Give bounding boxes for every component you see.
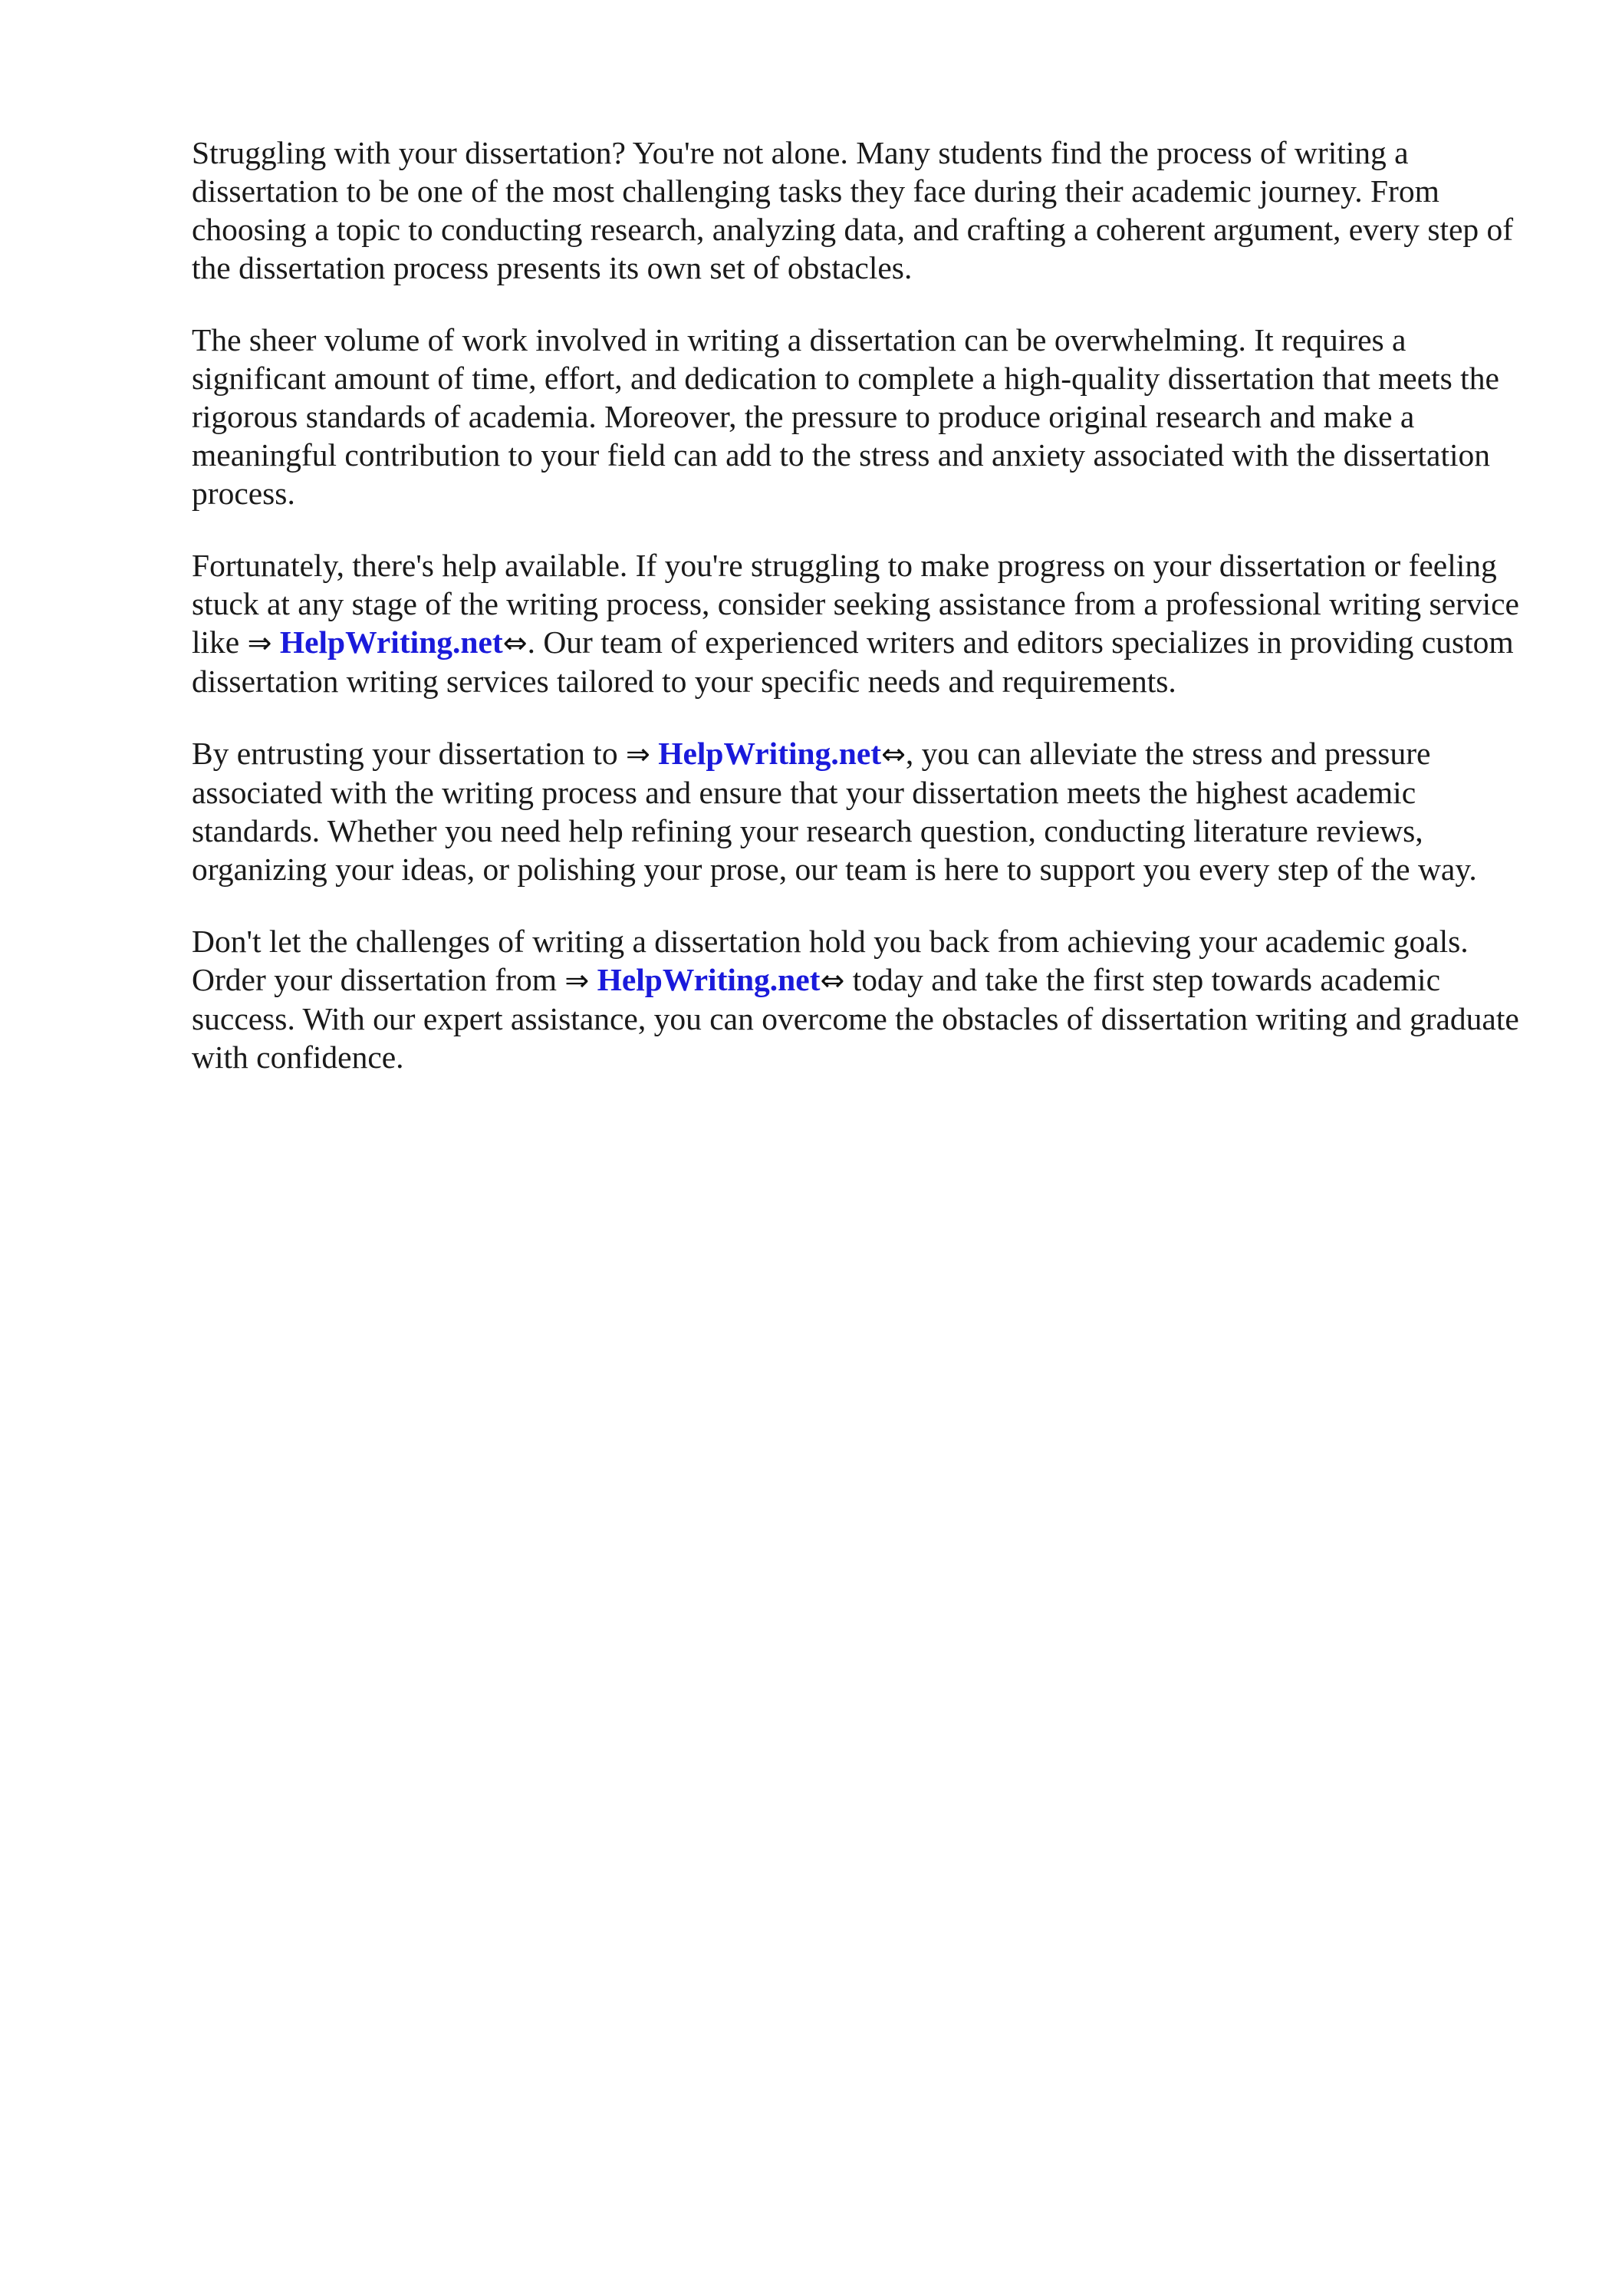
paragraph-intro: Struggling with your dissertation? You're not alone. Many students find the process of writing a dissertation to be one of the most challenging tasks they face during their academic journey. From choosing a topic to conducting research, analyzing data, and crafting a coherent argument, every step of the dissertation process presents its own set of obstacles. [192,135,1514,285]
paragraph-text-before-link: By entrusting your dissertation to [192,736,626,771]
left-right-arrow-icon: ⇔ [881,737,906,771]
right-arrow-icon: ⇒ [564,964,590,997]
paragraph-text-after-link: , you can alleviate the stress and pressure associated with the writing process and ensure that your dissertation meets the highest academic standards. Whether you need help refining your research question, conducting literature reviews, organizing your ideas, or polishing your prose, our team is here to support you every step of the way. [192,736,1477,887]
right-arrow-icon: ⇒ [625,737,650,771]
paragraph-help-available [192,546,1535,700]
left-right-arrow-icon: ⇔ [502,626,528,660]
helpwriting-link[interactable]: HelpWriting.net [597,962,821,997]
paragraph-text-after-link: today and take the first step towards academic success. With our expert assistance, you can overcome the obstacles of dissertation writing and graduate with confidence. [192,962,1519,1075]
paragraph-text-after-link: . Our team of experienced writers and editors specializes in providing custom dissertation writing services tailored to your specific needs and requirements. [192,624,1514,699]
document-body [192,133,1535,1110]
right-arrow-icon: ⇒ [247,626,272,660]
paragraph-entrusting [192,734,1535,888]
paragraph-volume: The sheer volume of work involved in writing a dissertation can be overwhelming. It requires a significant amount of time, effort, and dedication to complete a high-quality dissertation that meets the rigorous standards of academia. Moreover, the pressure to produce original research and make a meaningful contribution to your field can add to the stress and anxiety associated with the dissertation process. [192,322,1499,511]
paragraph-text-before-link: Fortunately, there's help available. If you're struggling to make progress on your dissertation or feeling stuck at any stage of the writing process, consider seeking assistance from a professional writing service like [192,548,1519,660]
paragraph-call-to-action [192,922,1535,1076]
paragraph-text-before-link: Don't let the challenges of writing a dissertation hold you back from achieving your academic goals. Order your dissertation from [192,924,1469,997]
helpwriting-link[interactable]: HelpWriting.net [279,624,503,660]
helpwriting-link[interactable]: HelpWriting.net [658,736,882,771]
left-right-arrow-icon: ⇔ [820,964,845,997]
